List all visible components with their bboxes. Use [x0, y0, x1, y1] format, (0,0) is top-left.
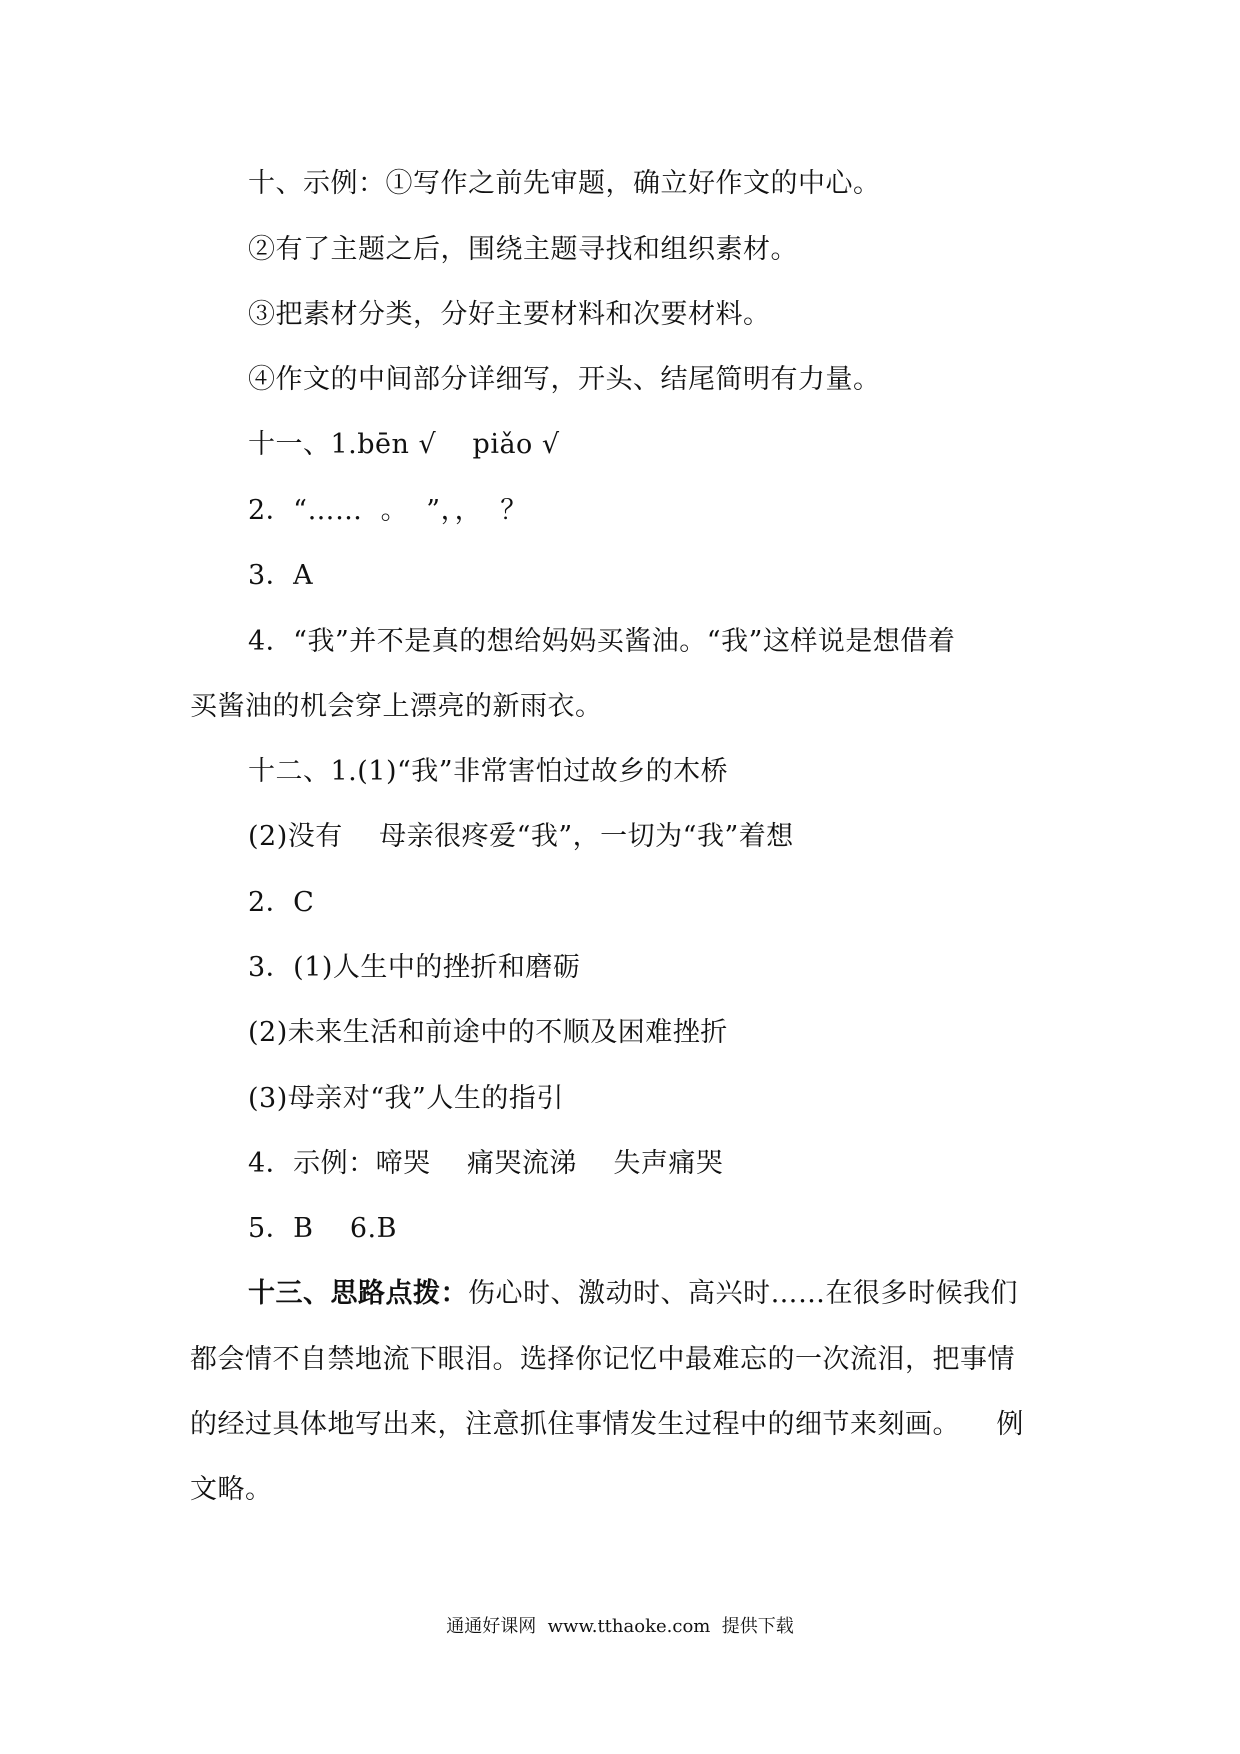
- answer-13-label: 十三、思路点拨：: [248, 1278, 468, 1309]
- answer-12-q4: 4．示例：啼哭 痛哭流涕 失声痛哭: [248, 1148, 724, 1179]
- answer-12-q3-3: (3)母亲对“我”人生的指引: [248, 1083, 564, 1114]
- answer-13-line-1: [248, 1274, 1018, 1314]
- answer-11-q4-line-2: 买酱油的机会穿上漂亮的新雨衣。: [190, 691, 603, 722]
- answer-12-q2: 2．C: [248, 887, 315, 918]
- answer-10-line-1: 十、示例：①写作之前先审题，确立好作文的中心。: [248, 168, 881, 199]
- answer-13-line-1-text: 伤心时、激动时、高兴时……在很多时候我们: [468, 1278, 1018, 1309]
- answer-12-q3-2: (2)未来生活和前途中的不顺及困难挫折: [248, 1017, 728, 1048]
- answer-12-q1-1: 十二、1.(1)“我”非常害怕过故乡的木桥: [248, 756, 729, 787]
- answer-12-q3-1: 3．(1)人生中的挫折和磨砺: [248, 952, 581, 983]
- answer-12-q5-q6: 5．B 6.B: [248, 1213, 397, 1244]
- answer-10-line-2: ②有了主题之后，围绕主题寻找和组织素材。: [248, 234, 798, 265]
- answer-11-q4-line-1: 4．“我”并不是真的想给妈妈买酱油。“我”这样说是想借着: [248, 626, 956, 657]
- answer-10-line-4: ④作文的中间部分详细写，开头、结尾简明有力量。: [248, 364, 881, 395]
- answer-10-line-3: ③把素材分类，分好主要材料和次要材料。: [248, 299, 771, 330]
- answer-11-q1: 十一、1.bēn √ piǎo √: [248, 429, 560, 460]
- answer-11-q2: 2．“…… 。 ”，， ？: [248, 495, 528, 526]
- answer-13-line-2: 都会情不自禁地流下眼泪。选择你记忆中最难忘的一次流泪，把事情: [190, 1344, 1015, 1375]
- answer-11-q3: 3．A: [248, 560, 314, 591]
- page-footer: 通通好课网 www.tthaoke.com 提供下载: [446, 1616, 794, 1637]
- answer-13-line-4: 文略。: [190, 1474, 273, 1505]
- answer-13-line-3: 的经过具体地写出来，注意抓住事情发生过程中的细节来刻画。 例: [190, 1409, 1024, 1440]
- answer-12-q1-2: (2)没有 母亲很疼爱“我”，一切为“我”着想: [248, 821, 794, 852]
